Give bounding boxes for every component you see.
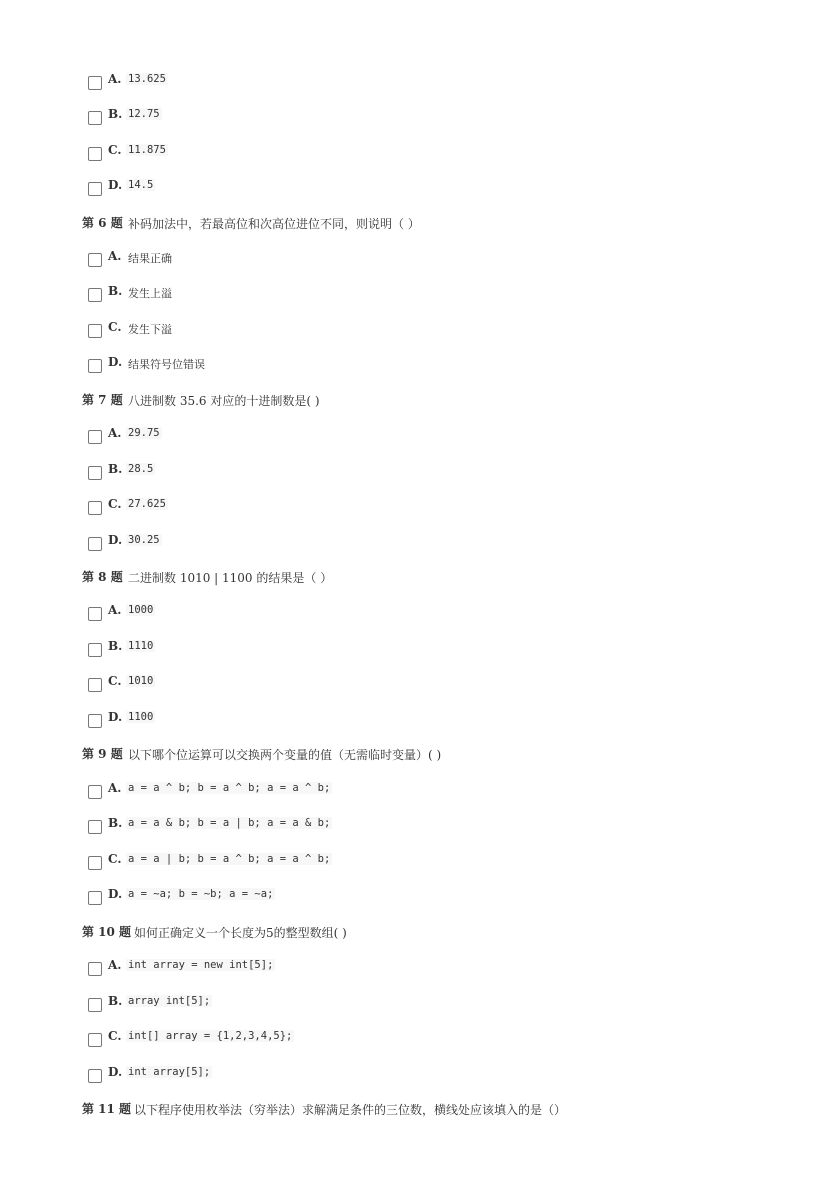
question-6-heading xyxy=(0,207,835,243)
option-text: 29.75 xyxy=(128,427,160,439)
checkbox[interactable] xyxy=(88,891,102,905)
checkbox[interactable] xyxy=(88,998,102,1012)
question-7-heading xyxy=(0,384,835,420)
option-letter: C. xyxy=(108,320,122,334)
question-number: 第 7 题 xyxy=(82,393,123,407)
checkbox[interactable] xyxy=(88,537,102,551)
checkbox[interactable] xyxy=(88,607,102,621)
option-row[interactable] xyxy=(0,774,835,810)
question-8-heading xyxy=(0,561,835,597)
option-text: int array[5]; xyxy=(128,1066,211,1078)
option-text: int[] array = {1,2,3,4,5}; xyxy=(128,1030,293,1042)
question-text: 以下哪个位运算可以交换两个变量的值（无需临时变量）( ) xyxy=(128,748,442,762)
question-number: 第 8 题 xyxy=(82,570,123,584)
option-letter: A. xyxy=(108,603,122,617)
option-letter: D. xyxy=(108,710,123,724)
option-row[interactable] xyxy=(0,809,835,845)
option-text: 13.625 xyxy=(128,73,166,85)
option-text: 1110 xyxy=(128,640,154,652)
question-number: 第 9 题 xyxy=(82,747,123,761)
option-letter: C. xyxy=(108,497,122,511)
question-10-heading xyxy=(0,916,835,952)
checkbox[interactable] xyxy=(88,678,102,692)
option-row[interactable] xyxy=(0,703,835,739)
question-11-heading xyxy=(0,1093,835,1129)
option-row[interactable] xyxy=(0,490,835,526)
checkbox[interactable] xyxy=(88,182,102,196)
option-text: 12.75 xyxy=(128,108,160,120)
option-text: int array = new int[5]; xyxy=(128,959,274,971)
checkbox[interactable] xyxy=(88,501,102,515)
option-row[interactable] xyxy=(0,136,835,172)
option-letter: C. xyxy=(108,143,122,157)
option-text: array int[5]; xyxy=(128,995,211,1007)
checkbox[interactable] xyxy=(88,820,102,834)
checkbox[interactable] xyxy=(88,785,102,799)
option-letter: A. xyxy=(108,781,122,795)
option-letter: D. xyxy=(108,887,123,901)
option-letter: A. xyxy=(108,249,122,263)
option-text: a = a & b; b = a | b; a = a & b; xyxy=(128,817,331,829)
checkbox[interactable] xyxy=(88,1033,102,1047)
checkbox[interactable] xyxy=(88,962,102,976)
checkbox[interactable] xyxy=(88,359,102,373)
checkbox[interactable] xyxy=(88,643,102,657)
option-letter: A. xyxy=(108,72,122,86)
checkbox[interactable] xyxy=(88,111,102,125)
checkbox[interactable] xyxy=(88,1069,102,1083)
checkbox[interactable] xyxy=(88,856,102,870)
option-row[interactable] xyxy=(0,1058,835,1094)
option-text: 发生下溢 xyxy=(128,323,172,336)
option-row[interactable] xyxy=(0,348,835,384)
option-row[interactable] xyxy=(0,277,835,313)
option-text: 14.5 xyxy=(128,179,154,191)
checkbox[interactable] xyxy=(88,430,102,444)
option-text: 发生上溢 xyxy=(128,287,172,300)
option-text: 30.25 xyxy=(128,534,160,546)
option-text: 结果符号位错误 xyxy=(128,358,205,371)
option-letter: A. xyxy=(108,958,122,972)
question-text: 八进制数 35.6 对应的十进制数是( ) xyxy=(128,394,320,408)
checkbox[interactable] xyxy=(88,147,102,161)
option-text: 结果正确 xyxy=(128,252,172,265)
option-text: a = a | b; b = a ^ b; a = a ^ b; xyxy=(128,853,331,865)
option-row[interactable] xyxy=(0,596,835,632)
checkbox[interactable] xyxy=(88,253,102,267)
option-text: 1000 xyxy=(128,604,154,616)
option-row[interactable] xyxy=(0,100,835,136)
option-letter: A. xyxy=(108,426,122,440)
option-text: a = a ^ b; b = a ^ b; a = a ^ b; xyxy=(128,782,331,794)
option-letter: B. xyxy=(108,816,123,830)
option-text: 27.625 xyxy=(128,498,166,510)
option-row[interactable] xyxy=(0,951,835,987)
option-letter: D. xyxy=(108,533,123,547)
question-number: 第 6 题 xyxy=(82,216,123,230)
option-row[interactable] xyxy=(0,455,835,491)
option-row[interactable] xyxy=(0,313,835,349)
option-row[interactable] xyxy=(0,171,835,207)
option-row[interactable] xyxy=(0,526,835,562)
checkbox[interactable] xyxy=(88,324,102,338)
checkbox[interactable] xyxy=(88,288,102,302)
question-text: 如何正确定义一个长度为5的整型数组( ) xyxy=(134,926,347,940)
question-number: 第 11 题 xyxy=(82,1102,132,1116)
option-text: 11.875 xyxy=(128,144,166,156)
option-row[interactable] xyxy=(0,242,835,278)
option-letter: C. xyxy=(108,1029,122,1043)
option-letter: B. xyxy=(108,284,123,298)
option-letter: B. xyxy=(108,994,123,1008)
option-letter: B. xyxy=(108,462,123,476)
question-text: 以下程序使用枚举法（穷举法）求解满足条件的三位数，横线处应该填入的是（） xyxy=(134,1103,567,1117)
option-letter: D. xyxy=(108,178,123,192)
option-letter: B. xyxy=(108,107,123,121)
option-row[interactable] xyxy=(0,880,835,916)
option-row[interactable] xyxy=(0,1022,835,1058)
checkbox[interactable] xyxy=(88,76,102,90)
option-row[interactable] xyxy=(0,845,835,881)
option-letter: D. xyxy=(108,355,123,369)
option-row[interactable] xyxy=(0,667,835,703)
option-text: 1100 xyxy=(128,711,154,723)
question-number: 第 10 题 xyxy=(82,925,132,939)
option-row[interactable] xyxy=(0,987,835,1023)
question-9-heading xyxy=(0,738,835,774)
option-text: a = ~a; b = ~b; a = ~a; xyxy=(128,888,274,900)
option-letter: B. xyxy=(108,639,123,653)
option-row[interactable] xyxy=(0,419,835,455)
option-letter: C. xyxy=(108,852,122,866)
option-letter: D. xyxy=(108,1065,123,1079)
option-letter: C. xyxy=(108,674,122,688)
question-text: 二进制数 1010 | 1100 的结果是（ ） xyxy=(128,571,333,585)
option-text: 1010 xyxy=(128,675,154,687)
option-text: 28.5 xyxy=(128,463,154,475)
checkbox[interactable] xyxy=(88,466,102,480)
option-row[interactable] xyxy=(0,65,835,101)
option-row[interactable] xyxy=(0,632,835,668)
question-text: 补码加法中，若最高位和次高位进位不同，则说明（ ） xyxy=(128,217,420,231)
checkbox[interactable] xyxy=(88,714,102,728)
